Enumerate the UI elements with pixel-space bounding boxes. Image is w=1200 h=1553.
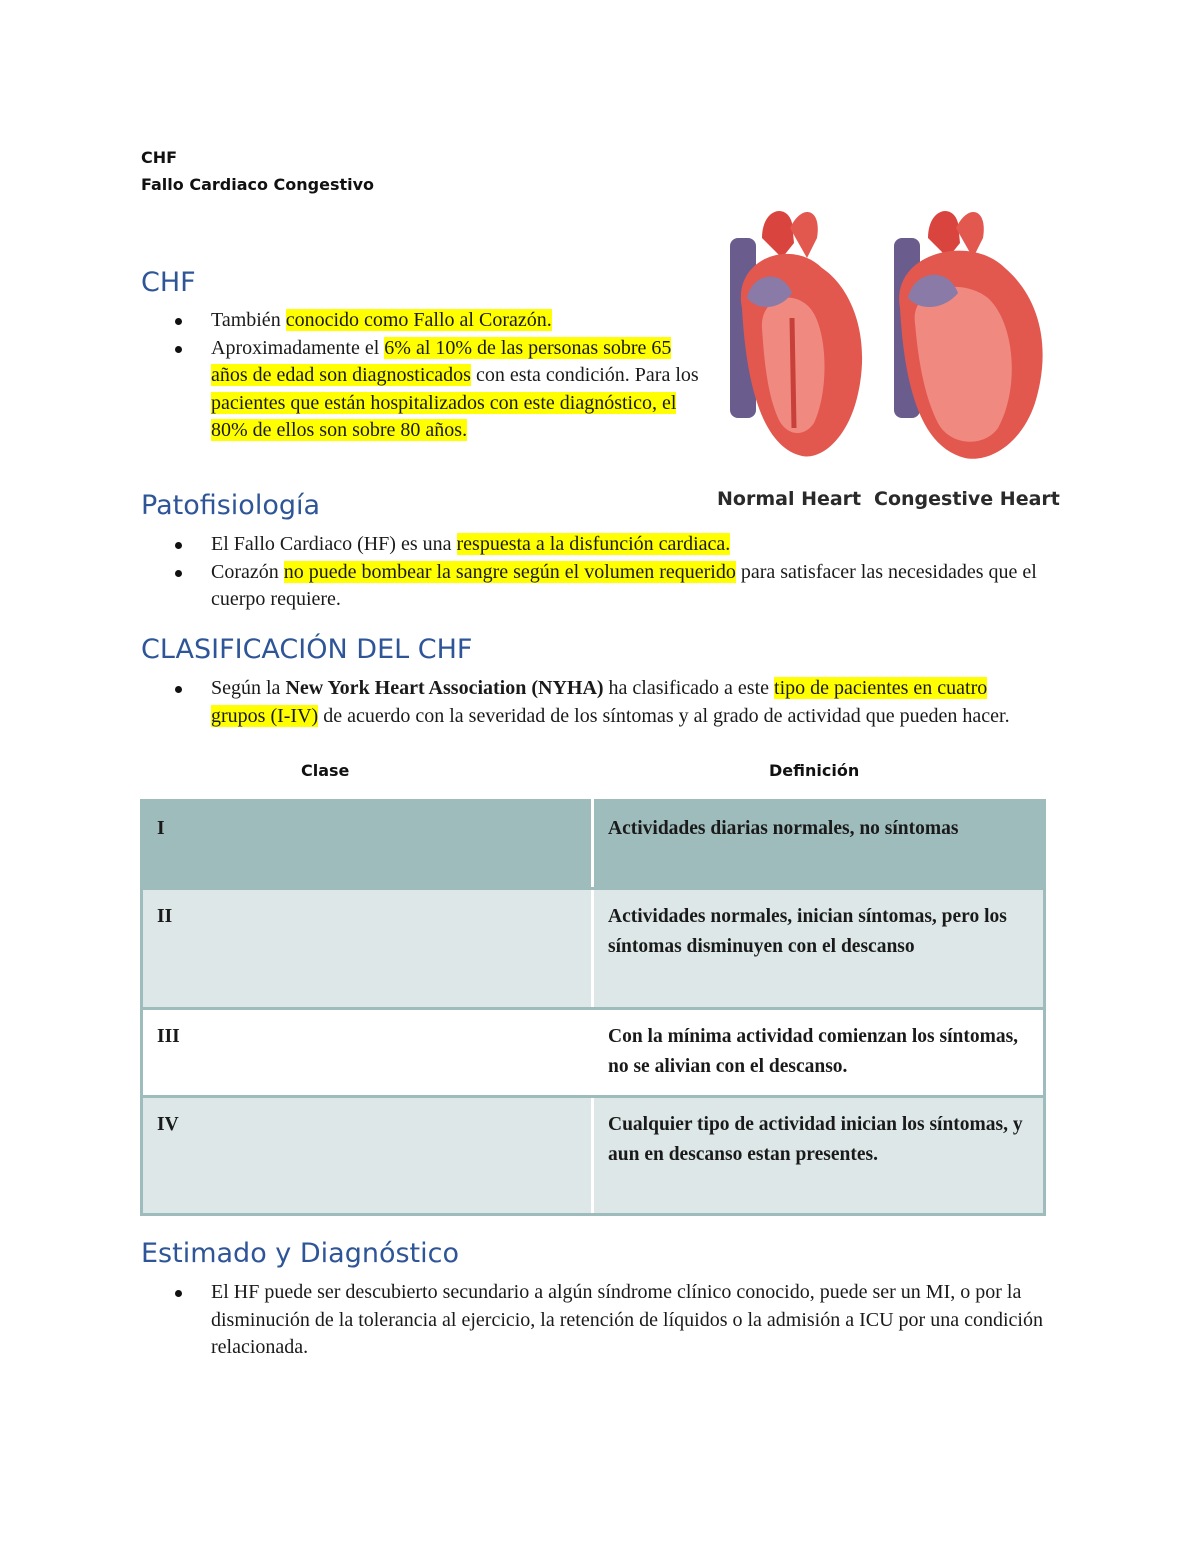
nyha-bold: New York Heart Association (NYHA) (285, 677, 604, 699)
table-row (142, 1009, 1045, 1097)
highlight: conocido como Fallo al Corazón. (285, 309, 552, 331)
highlight: tipo de pacientes en cuatro grupos (I-IV) (211, 677, 988, 727)
nyha-table (140, 799, 1046, 1216)
cell-clase: II (142, 889, 593, 1009)
heart-figure (712, 198, 1062, 518)
cell-definicion: Con la mínima actividad comienzan los síntomas, no se alivian con el descanso. (593, 1009, 1045, 1097)
chf-bullets (141, 307, 701, 445)
cell-clase: I (142, 801, 593, 889)
col-header-definicion: Definición (769, 761, 860, 780)
clas-bullets (141, 675, 1046, 730)
heading-diagnostico: Estimado y Diagnóstico (141, 1238, 459, 1269)
bullet-dot-icon (175, 1290, 182, 1297)
heart-illustration (712, 198, 1062, 468)
col-header-clase: Clase (301, 761, 350, 780)
cell-definicion: Actividades diarias normales, no síntomas (593, 801, 1045, 889)
congestive-heart-graphic (894, 211, 1043, 459)
list-item: El Fallo Cardiaco (HF) es una respuesta a la disfunción cardiaca. (141, 531, 1041, 559)
bullet-dot-icon (175, 542, 182, 549)
caption-normal-heart: Normal Heart (717, 488, 862, 510)
pato-bullets (141, 531, 1041, 614)
doc-title: CHF (141, 148, 178, 167)
diag-bullets (141, 1279, 1053, 1362)
caption-congestive-heart: Congestive Heart (874, 488, 1060, 510)
highlight: no puede bombear la sangre según el volumen requerido (283, 560, 736, 583)
list-item: Corazón no puede bombear la sangre según el volumen requerido para satisfacer las necesidades que el cuerpo requiere. (141, 559, 1041, 614)
list-item: Aproximadamente el 6% al 10% de las personas sobre 65 años de edad son diagnosticados con esta condición. Para los pacientes que están hospitalizados con este diagnóstico, el 80% de ellos son sobre 80 años. (141, 335, 701, 445)
list-item: Según la New York Heart Association (NYHA) ha clasificado a este tipo de pacientes en cuatro grupos (I-IV) de acuerdo con la severidad de los síntomas y al grado de actividad que pueden hacer. (141, 675, 1046, 730)
list-item: También conocido como Fallo al Corazón. (141, 307, 701, 335)
highlight: pacientes que están hospitalizados con este diagnóstico, el 80% de ellos son sobre 80 años. (211, 391, 677, 441)
heading-patofisiologia: Patofisiología (141, 490, 321, 521)
bullet-dot-icon (175, 570, 182, 577)
bullet-dot-icon (175, 686, 182, 693)
cell-clase: III (142, 1009, 593, 1097)
doc-subtitle: Fallo Cardiaco Congestivo (141, 175, 375, 194)
highlight: respuesta a la disfunción cardiaca. (456, 533, 731, 555)
heading-clasificacion: CLASIFICACIÓN DEL CHF (141, 634, 473, 665)
normal-heart-graphic (730, 211, 862, 456)
highlight: 6% al 10% de las personas sobre 65 años de edad son diagnosticados (211, 336, 672, 386)
cell-clase: IV (142, 1097, 593, 1215)
list-item: El HF puede ser descubierto secundario a algún síndrome clínico conocido, puede ser un MI, o por la disminución de la tolerancia al ejercicio, la retención de líquidos o la admisión a ICU por una condición relacionada. (141, 1279, 1053, 1362)
table-row (142, 889, 1045, 1009)
bullet-dot-icon (175, 346, 182, 353)
table-row (142, 1097, 1045, 1215)
bullet-dot-icon (175, 318, 182, 325)
cell-definicion: Actividades normales, inician síntomas, pero los síntomas disminuyen con el descanso (593, 889, 1045, 1009)
table-row (142, 801, 1045, 889)
cell-definicion: Cualquier tipo de actividad inician los síntomas, y aun en descanso estan presentes. (593, 1097, 1045, 1215)
heading-chf: CHF (141, 267, 196, 298)
